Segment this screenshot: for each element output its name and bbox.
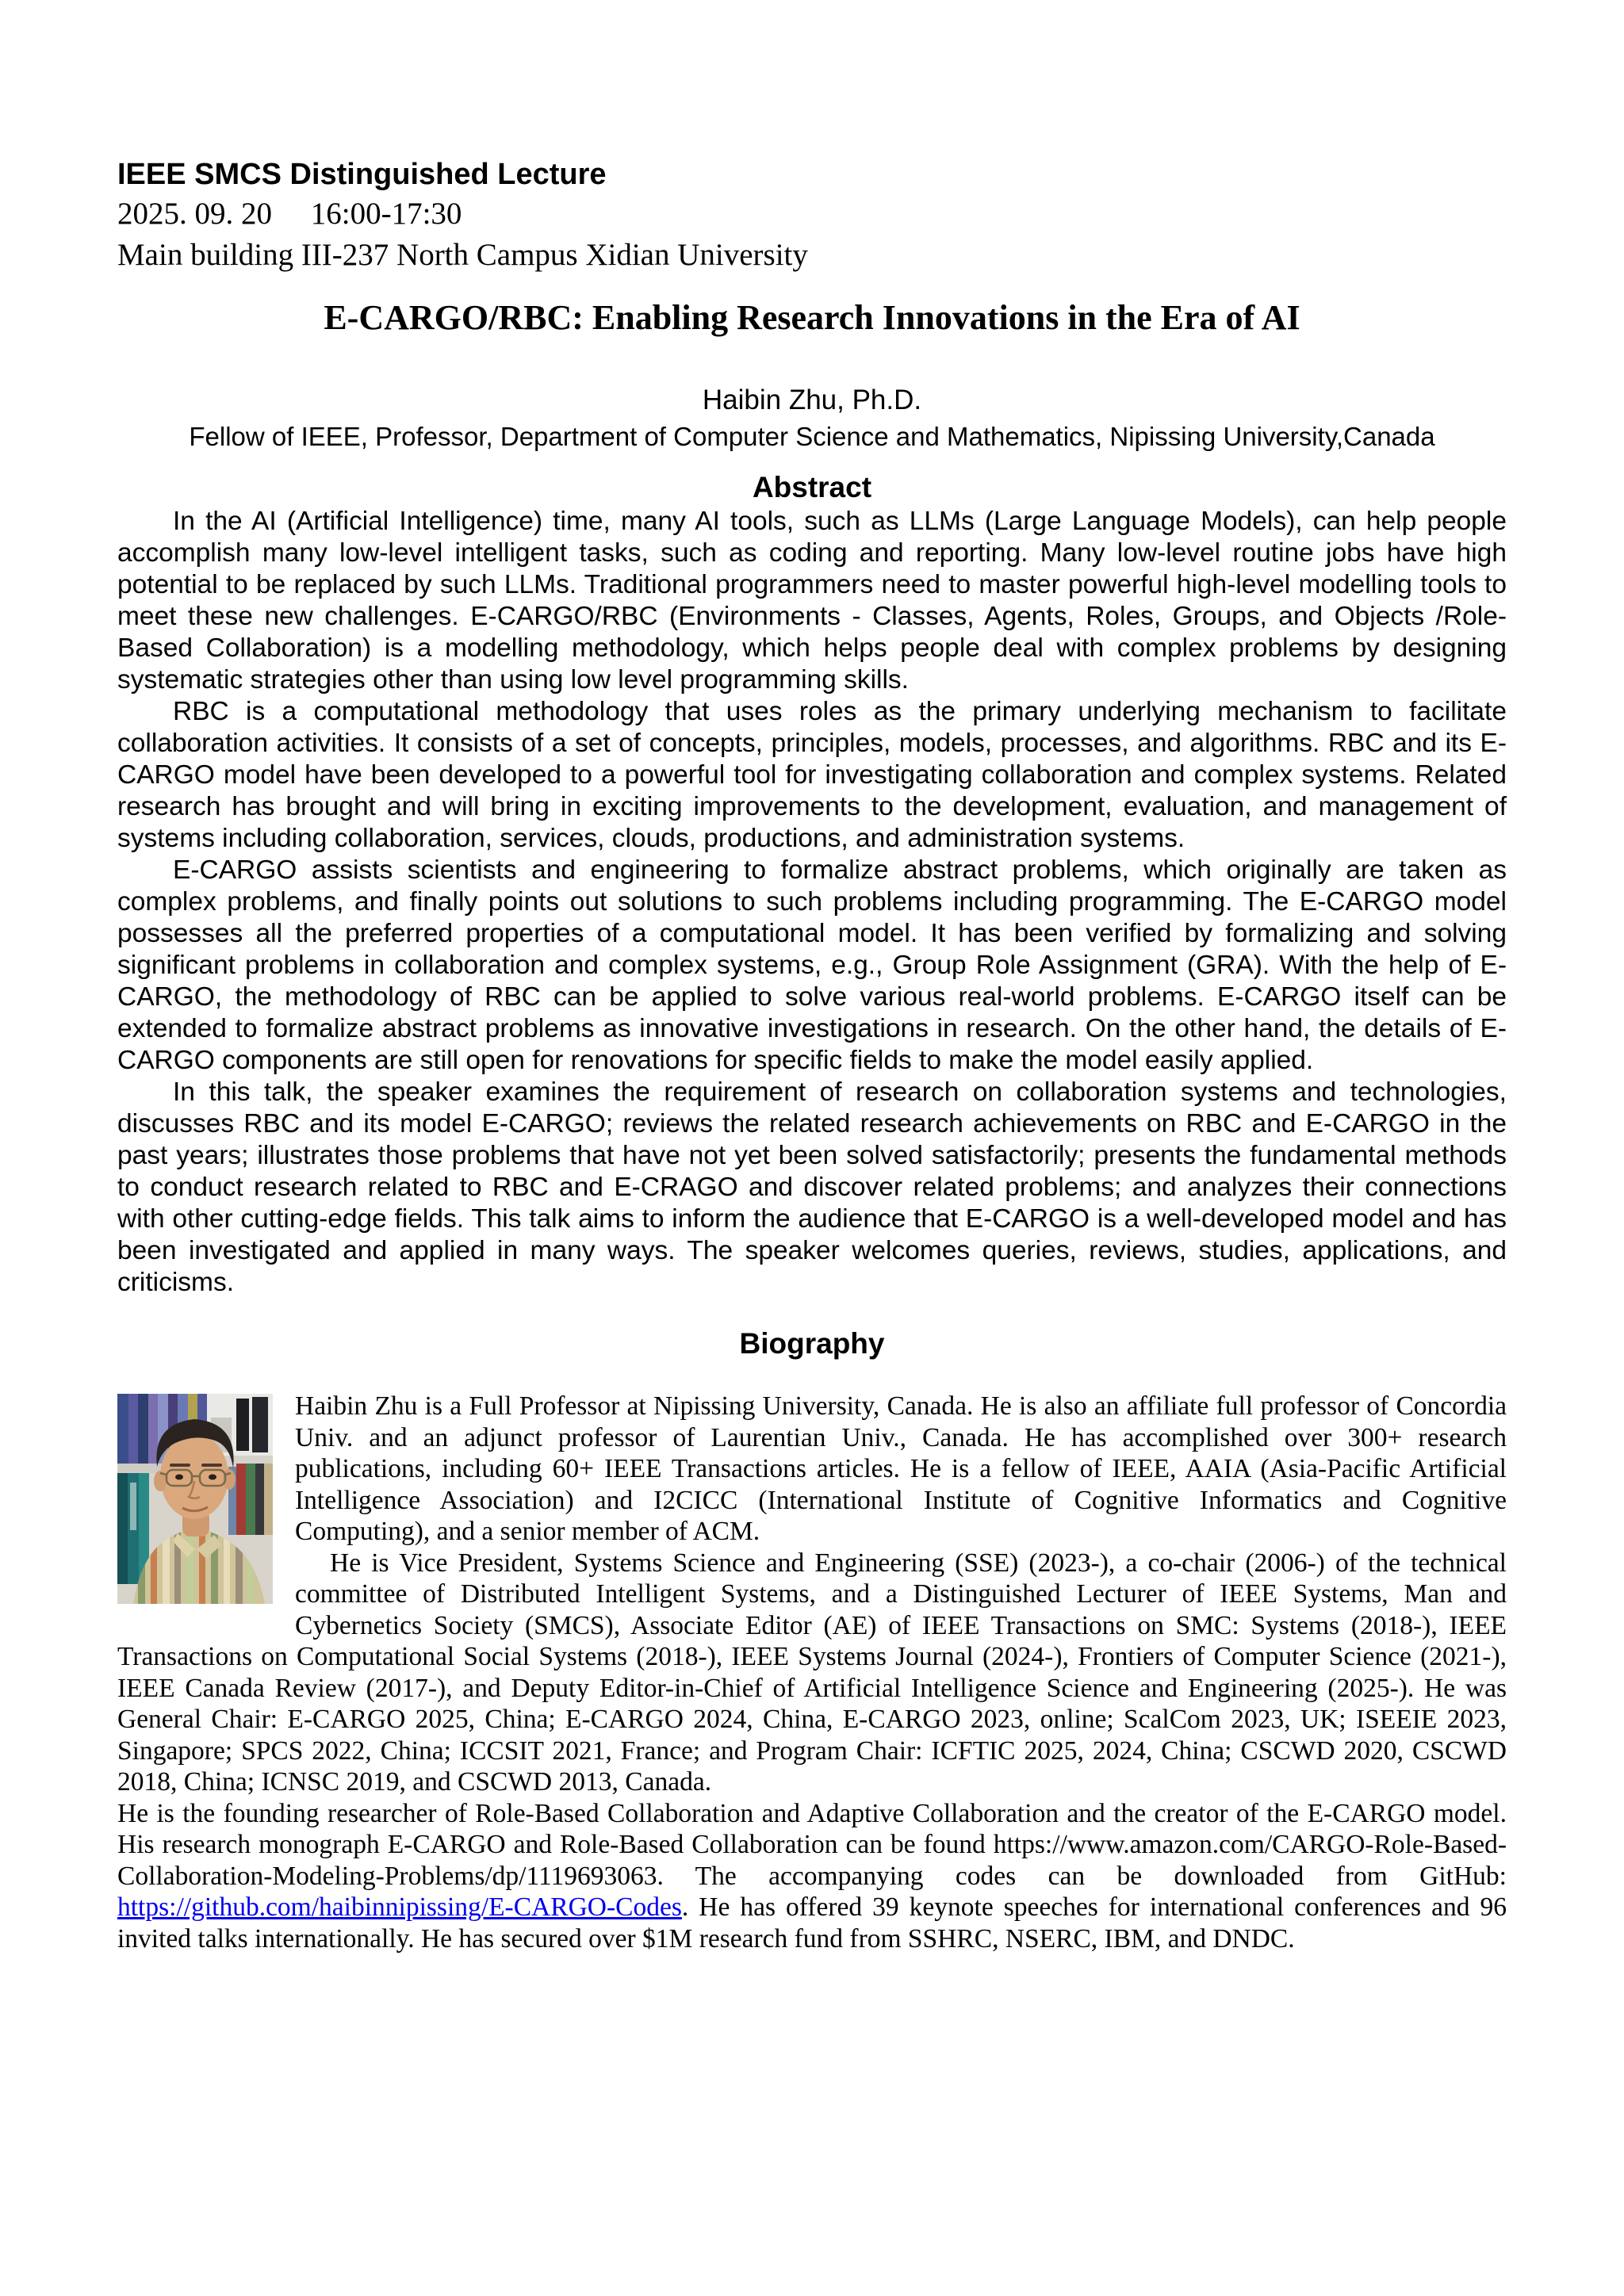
bio-p3-lead: He is the founding researcher of Role-Based Collaboration and Adaptive Collaboration and the creator of the E-CARGO model. His research monograph E-CARGO and Role-Based Collaboration can be found	[117, 1798, 1507, 1859]
biography-paragraph-1: Haibin Zhu is a Full Professor at Nipissing University, Canada. He is also an affiliate full professor of Concordia Univ. and an adjunct professor of Laurentian Univ., Canada. He has accomplished over 300+ research publications, including 60+ IEEE Transactions articles. He is a fellow of IEEE, AAIA (Asia-Pacific Artificial Intelligence Association) and I2CICC (International Institute of Cognitive Informatics and Cognitive Computing), and a senior member of ACM.	[295, 1391, 1507, 1546]
talk-title: E-CARGO/RBC: Enabling Research Innovations in the Era of AI	[324, 298, 1300, 337]
speaker-affiliation: Fellow of IEEE, Professor, Department of Computer Science and Mathematics, Nipissing University,Canada	[189, 422, 1435, 451]
biography-heading: Biography	[739, 1327, 885, 1360]
github-link[interactable]: https://github.com/haibinnipissing/E-CARGO-Codes	[117, 1892, 682, 1922]
abstract-section	[117, 506, 1507, 1299]
biography-paragraph-3	[117, 1798, 1507, 1955]
abstract-paragraph-4: In this talk, the speaker examines the requirement of research on collaboration systems and technologies, discusses RBC and its model E-CARGO; reviews the related research achievements on RBC and E-CARGO in the past years; illustrates those problems that have not yet been solved satisfactorily; presents the fundamental methods to conduct research related to RBC and E-CRAGO and discover related problems; and analyzes their connections with other cutting-edge fields. This talk aims to inform the audience that E-CARGO is a well-developed model and has been investigated and applied in many ways. The speaker welcomes queries, reviews, studies, applications, and criticisms.	[117, 1077, 1507, 1297]
bio-p3-mid: . The accompanying codes can be downloaded from GitHub:	[657, 1861, 1507, 1891]
speaker-name: Haibin Zhu, Ph.D.	[702, 385, 922, 415]
abstract-paragraph-2: RBC is a computational methodology that uses roles as the primary underlying mechanism to facilitate collaboration activities. It consists of a set of concepts, principles, models, processes, and algorithms. RBC and its E-CARGO model have been developed to a powerful tool for investigating collaboration and complex systems. Related research has brought and will bring in exciting improvements to the development, evaluation, and management of systems including collaboration, services, clouds, productions, and administration systems.	[117, 697, 1507, 853]
bio-p3-tail: . He has offered 39 keynote speeches for international conferences and 96 invited talks internationally. He has secured over $1M research fund from SSHRC, NSERC, IBM, and DNDC.	[117, 1892, 1507, 1954]
biography-section	[117, 1391, 1507, 1954]
amazon-url-text: https://www.amazon.com/CARGO-Role-Based-Collaboration-Modeling-Problems/dp/1119693063	[117, 1830, 1507, 1891]
lecture-location: Main building III-237 North Campus Xidian University	[117, 238, 808, 272]
abstract-heading: Abstract	[752, 471, 872, 503]
abstract-paragraph-3: E-CARGO assists scientists and engineering to formalize abstract problems, which originally are taken as complex problems, and finally points out solutions to such problems including programming. The E-CARGO model possesses all the preferred properties of a computational model. It has been verified by formalizing and solving significant problems in collaboration and complex systems, e.g., Group Role Assignment (GRA). With the help of E-CARGO, the methodology of RBC can be applied to solve various real-world problems. E-CARGO itself can be extended to formalize abstract problems as innovative investigations in research. On the other hand, the details of E-CARGO components are still open for renovations for specific fields to make the model easily applied.	[117, 855, 1507, 1075]
abstract-paragraph-1: In the AI (Artificial Intelligence) time, many AI tools, such as LLMs (Large Language Models), can help people accomplish many low-level intelligent tasks, such as coding and reporting. Many low-level routine jobs have high potential to be replaced by such LLMs. Traditional programmers need to master powerful high-level modelling tools to meet these new challenges. E-CARGO/RBC (Environments - Classes, Agents, Roles, Groups, and Objects /Role-Based Collaboration) is a modelling methodology, which helps people deal with complex problems by designing systematic strategies other than using low level programming skills.	[117, 507, 1507, 695]
portrait-illustration	[117, 1394, 273, 1604]
biography-paragraph-2: He is Vice President, Systems Science and Engineering (SSE) (2023-), a co-chair (2006-) of the technical committee of Distributed Intelligent Systems, and a Distinguished Lecturer of IEEE Systems, Man and Cybernetics Society (SMCS), Associate Editor (AE) of IEEE Transactions on SMC: Systems (2018-), IEEE Transactions on Computational Social Systems (2018-), IEEE Systems Journal (2024-), Frontiers of Computer Science (2021-), IEEE Canada Review (2017-), and Deputy Editor-in-Chief of Artificial Intelligence Science and Engineering (2025-). He was General Chair: E-CARGO 2025, China; E-CARGO 2024, China, E-CARGO 2023, online; ScalCom 2023, UK; ISEEIE 2023, Singapore; SPCS 2022, China; ICCSIT 2021, France; and Program Chair: ICFTIC 2025, 2024, China; CSCWD 2020, CSCWD 2018, China; ICNSC 2019, and CSCWD 2013, Canada.	[117, 1548, 1507, 1797]
lecture-datetime: 2025. 09. 20 16:00-17:30	[117, 197, 462, 231]
lecture-series-title: IEEE SMCS Distinguished Lecture	[117, 158, 607, 191]
speaker-photo	[117, 1394, 273, 1604]
header-block	[117, 155, 1507, 276]
